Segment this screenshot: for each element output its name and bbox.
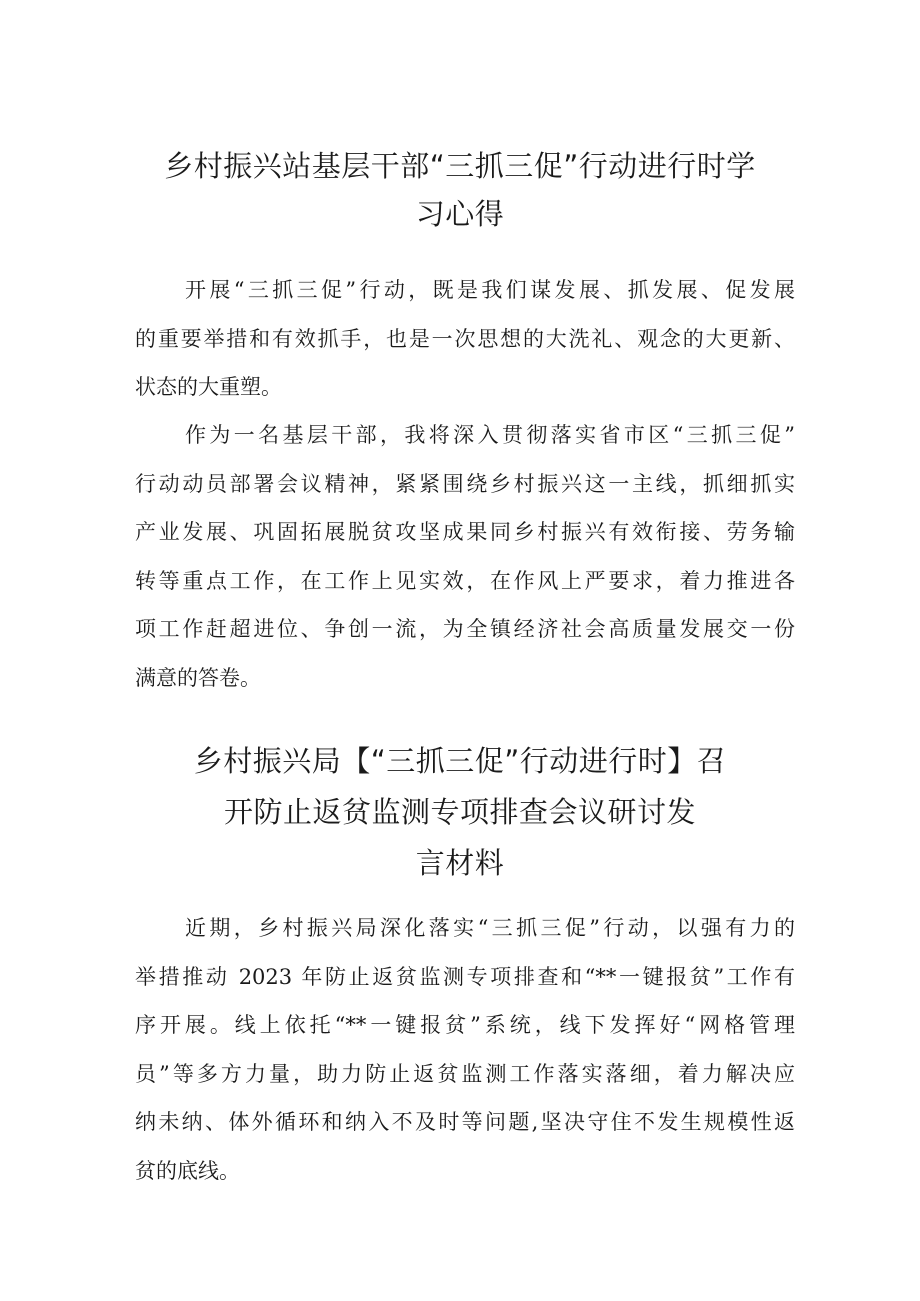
paragraph-line: 行动动员部署会议精神，紧紧围绕乡村振兴这一主线，抓细抓实 [135, 471, 795, 496]
article-2-title-line: 言材料 [415, 846, 505, 880]
paragraph-line: 满意的答卷。 [135, 665, 261, 690]
article-2-title-line: 开防止返贫监测专项排查会议研讨发 [223, 795, 696, 829]
article-2-paragraph-1 [135, 904, 795, 1195]
article-1-paragraph-2 [135, 411, 795, 702]
paragraph-line: 举措推动 2023 年防止返贫监测专项排查和“**一键报贫”工作有 [135, 964, 795, 989]
paragraph-line: 近期，乡村振兴局深化落实“三抓三促”行动，以强有力的 [185, 916, 795, 940]
paragraph-line: 序开展。线上依托“**一键报贫”系统，线下发挥好“网格管理 [135, 1013, 795, 1037]
paragraph-line: 员”等多方力量，助力防止返贫监测工作落实落细，着力解决应 [135, 1061, 795, 1086]
paragraph-line: 贫的底线。 [135, 1158, 240, 1183]
article-2-title [60, 736, 860, 889]
paragraph-line: 项工作赶超进位、争创一流，为全镇经济社会高质量发展交一份 [135, 617, 795, 641]
paragraph-line: 产业发展、巩固拓展脱贫攻坚成果同乡村振兴有效衔接、劳务输 [135, 520, 795, 544]
article-2-title-line: 乡村振兴局【“三抓三促”行动进行时】召 [193, 744, 727, 778]
paragraph-line: 开展“三抓三促”行动，既是我们谋发展、抓发展、促发展 [185, 278, 795, 302]
article-1-title [60, 142, 860, 238]
article-1-title-line: 习心得 [415, 197, 505, 231]
article-1-paragraph-1 [135, 266, 795, 412]
paragraph-line: 状态的大重塑。 [135, 375, 282, 399]
article-1-title-line: 乡村振兴站基层干部“三抓三促”行动进行时学 [164, 149, 756, 183]
paragraph-line: 作为一名基层干部，我将深入贯彻落实省市区“三抓三促” [185, 423, 795, 447]
paragraph-line: 纳未纳、体外循环和纳入不及时等问题,坚决守住不发生规模性返 [135, 1110, 795, 1134]
paragraph-line: 的重要举措和有效抓手，也是一次思想的大洗礼、观念的大更新、 [135, 326, 795, 351]
paragraph-line: 转等重点工作，在工作上见实效，在作风上严要求，着力推进各 [135, 568, 795, 593]
